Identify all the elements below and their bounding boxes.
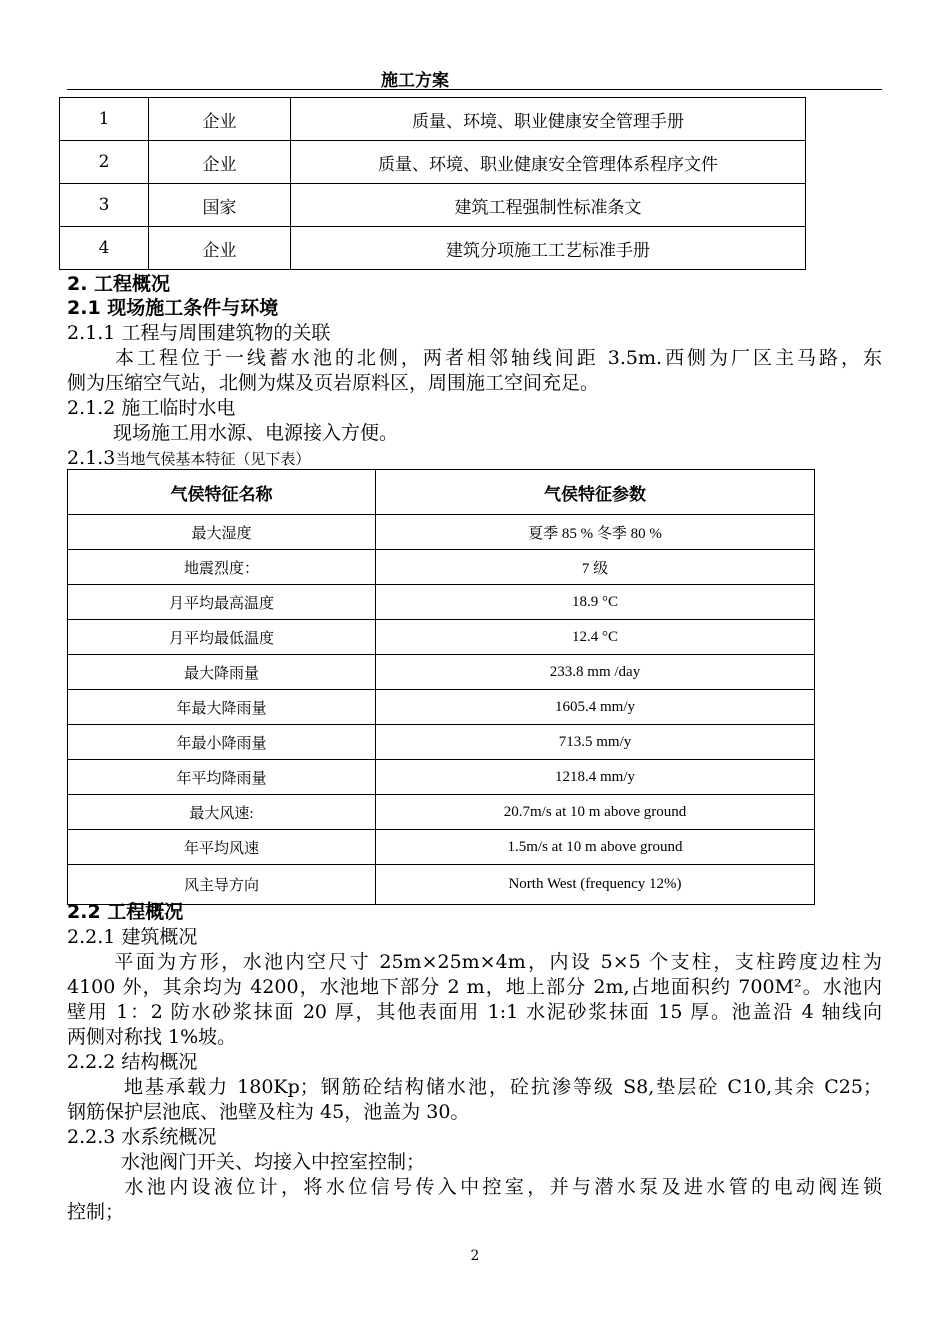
standards-row xyxy=(60,184,806,227)
paragraph: 现场施工用水源、电源接入方便。 xyxy=(113,422,399,444)
standards-level-cell: 企业 xyxy=(149,98,291,141)
standards-no-cell: 3 xyxy=(60,184,149,227)
paragraph: 控制； xyxy=(67,1201,125,1223)
climate-value-cell: 1605.4 mm/y xyxy=(376,690,815,725)
section-2-2-1-heading: 2.2.1 建筑概况 xyxy=(67,926,198,948)
standards-level-cell: 企业 xyxy=(149,227,291,270)
standards-level-cell: 国家 xyxy=(149,184,291,227)
climate-col-name-header: 气侯特征名称 xyxy=(68,470,376,515)
standards-name-cell: 建筑工程强制性标准条文 xyxy=(291,184,806,227)
header-rule xyxy=(67,89,882,90)
paragraph: 侧为压缩空气站，北侧为煤及页岩原料区，周围施工空间充足。 xyxy=(67,372,600,394)
section-2-heading: 2. 工程概况 xyxy=(67,273,171,295)
climate-table xyxy=(67,469,815,905)
climate-row xyxy=(68,795,815,830)
standards-row xyxy=(60,141,806,184)
standards-table xyxy=(59,97,806,270)
standards-level-cell: 企业 xyxy=(149,141,291,184)
paragraph: 地基承载力 180Kp；钢筋砼结构储水池，砼抗渗等级 S8,垫层砼 C10,其余 C25； xyxy=(122,1076,882,1098)
climate-row xyxy=(68,515,815,550)
climate-value-cell: 233.8 mm /day xyxy=(376,655,815,690)
standards-name-cell: 质量、环境、职业健康安全管理体系程序文件 xyxy=(291,141,806,184)
climate-value-cell: 12.4 °C xyxy=(376,620,815,655)
standards-no-cell: 2 xyxy=(60,141,149,184)
climate-row xyxy=(68,655,815,690)
climate-value-cell: North West (frequency 12%) xyxy=(376,865,815,905)
climate-name-cell: 地震烈度： xyxy=(68,550,376,585)
standards-row xyxy=(60,98,806,141)
paragraph: 平面为方形，水池内空尺寸 25m×25m×4m，内设 5×5 个支柱，支柱跨度边柱为 xyxy=(112,951,882,973)
climate-value-cell: 1218.4 mm/y xyxy=(376,760,815,795)
climate-row xyxy=(68,725,815,760)
section-2-1-2-heading: 2.1.2 施工临时水电 xyxy=(67,397,236,419)
climate-name-cell: 最大湿度 xyxy=(68,515,376,550)
standards-row xyxy=(60,227,806,270)
climate-name-cell: 年最大降雨量 xyxy=(68,690,376,725)
section-2-1-3-heading xyxy=(67,446,310,471)
paragraph: 水池内设液位计，将水位信号传入中控室，并与潜水泵及进水管的电动阀连锁 xyxy=(121,1176,882,1198)
climate-row xyxy=(68,690,815,725)
climate-row xyxy=(68,830,815,865)
section-title: 当地气侯基本特征（见下表） xyxy=(115,450,311,468)
climate-name-cell: 最大风速: xyxy=(68,795,376,830)
climate-col-value-header: 气侯特征参数 xyxy=(376,470,815,515)
page-number: 2 xyxy=(470,1248,480,1264)
climate-row xyxy=(68,760,815,795)
climate-value-cell: 1.5m/s at 10 m above ground xyxy=(376,830,815,865)
standards-no-cell: 4 xyxy=(60,227,149,270)
paragraph: 钢筋保护层池底、池壁及柱为 45，池盖为 30。 xyxy=(67,1101,470,1123)
climate-row xyxy=(68,620,815,655)
climate-name-cell: 月平均最高温度 xyxy=(68,585,376,620)
page-header-title: 施工方案 xyxy=(381,71,449,91)
standards-name-cell: 质量、环境、职业健康安全管理手册 xyxy=(291,98,806,141)
climate-value-cell: 20.7m/s at 10 m above ground xyxy=(376,795,815,830)
paragraph: 两侧对称找 1%坡。 xyxy=(67,1026,237,1048)
paragraph: 4100 外，其余均为 4200，水池地下部分 2 m，地上部分 2m,占地面积约 700M²。水池内 xyxy=(67,976,882,998)
climate-value-cell: 18.9 °C xyxy=(376,585,815,620)
climate-name-cell: 月平均最低温度 xyxy=(68,620,376,655)
paragraph: 壁用 1：2 防水砂浆抹面 20 厚，其他表面用 1:1 水泥砂浆抹面 15 厚。池盖沿 4 轴线向 xyxy=(67,1001,882,1023)
climate-name-cell: 年平均风速 xyxy=(68,830,376,865)
section-2-2-2-heading: 2.2.2 结构概况 xyxy=(67,1051,198,1073)
climate-row xyxy=(68,550,815,585)
paragraph: 本工程位于一线蓄水池的北侧，两者相邻轴线间距 3.5m.西侧为厂区主马路，东 xyxy=(112,347,882,369)
standards-no-cell: 1 xyxy=(60,98,149,141)
section-2-2-3-heading: 2.2.3 水系统概况 xyxy=(67,1126,217,1148)
section-2-1-1-heading: 2.1.1 工程与周围建筑物的关联 xyxy=(67,322,331,344)
climate-value-cell: 713.5 mm/y xyxy=(376,725,815,760)
climate-name-cell: 最大降雨量 xyxy=(68,655,376,690)
climate-value-cell: 夏季 85 % 冬季 80 % xyxy=(376,515,815,550)
climate-name-cell: 年最小降雨量 xyxy=(68,725,376,760)
standards-name-cell: 建筑分项施工工艺标准手册 xyxy=(291,227,806,270)
climate-value-cell: 7 级 xyxy=(376,550,815,585)
climate-name-cell: 风主导方向 xyxy=(68,865,376,905)
section-2-2-heading: 2.2 工程概况 xyxy=(67,901,184,923)
climate-row xyxy=(68,585,815,620)
climate-row xyxy=(68,865,815,905)
paragraph: 水池阀门开关、均接入中控室控制； xyxy=(121,1151,426,1173)
climate-name-cell: 年平均降雨量 xyxy=(68,760,376,795)
section-number: 2.1.3 xyxy=(67,447,116,469)
section-2-1-heading: 2.1 现场施工条件与环境 xyxy=(67,297,279,319)
